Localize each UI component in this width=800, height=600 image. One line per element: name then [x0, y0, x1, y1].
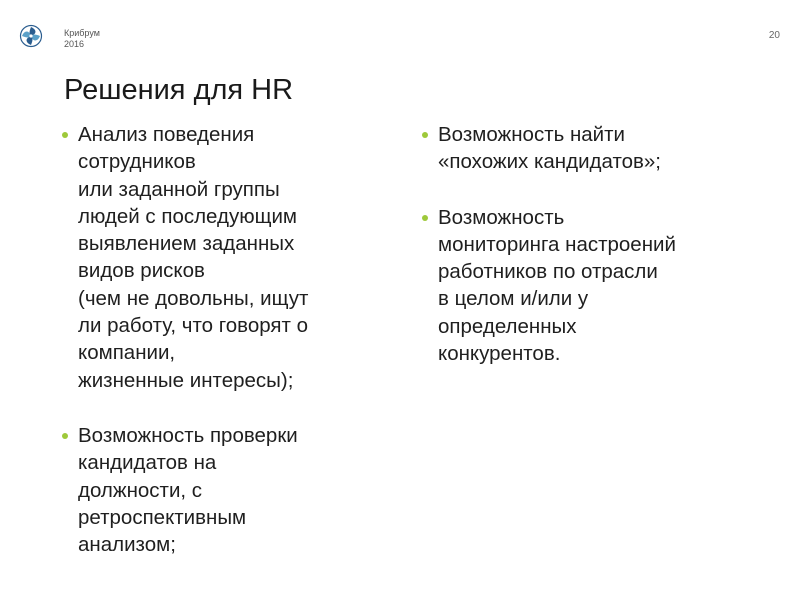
- bullet-line: мониторинга настроений: [438, 232, 676, 256]
- bullet-text: [78, 121, 392, 394]
- bullet-line: или заданной группы: [78, 177, 280, 201]
- bullet-line: должности, с: [78, 478, 203, 502]
- bullet-text: [438, 204, 772, 368]
- bullet-item-candidate-check: [62, 422, 392, 558]
- bullet-text: [78, 422, 392, 558]
- page-number: 20: [768, 30, 780, 41]
- bullet-dot-icon: [62, 433, 68, 439]
- bullet-line: выявлением заданных: [78, 232, 295, 256]
- right-bullet-list: [422, 121, 772, 367]
- kribrum-logo-icon: [19, 24, 43, 48]
- bullet-dot-icon: [422, 132, 428, 138]
- slide-title: Решения для HR: [64, 74, 294, 106]
- bullet-line: кандидатов на: [78, 451, 217, 475]
- bullet-line: работников по отрасли: [438, 260, 658, 284]
- left-bullet-list: [62, 121, 392, 558]
- bullet-dot-icon: [422, 215, 428, 221]
- bullet-line: сотрудников: [78, 150, 196, 174]
- bullet-line: Анализ поведения: [78, 123, 255, 146]
- bullet-item-behavior-analysis: [62, 121, 392, 394]
- bullet-dot-icon: [62, 132, 68, 138]
- bullet-line: конкурентов.: [438, 342, 561, 366]
- bullet-line: видов рисков: [78, 259, 205, 283]
- bullet-line: людей с последующим: [78, 204, 298, 228]
- brand-name: Крибрум: [64, 28, 100, 38]
- bullet-line: определенных: [438, 314, 577, 338]
- bullet-line: ли работу, что говорят о: [78, 314, 308, 338]
- bullet-line: жизненные интересы);: [78, 368, 294, 392]
- bullet-line: компании,: [78, 341, 176, 365]
- bullet-line: Возможность: [438, 205, 565, 229]
- bullet-item-sentiment-monitoring: [422, 204, 772, 368]
- bullet-line: «похожих кандидатов»;: [438, 150, 661, 174]
- bullet-item-similar-candidates: [422, 121, 772, 176]
- bullet-text: [438, 121, 772, 176]
- bullet-line: Возможность найти: [438, 123, 625, 146]
- bullet-line: ретроспективным: [78, 505, 247, 529]
- brand-block: [64, 28, 100, 50]
- bullet-line: (чем не довольны, ищут: [78, 286, 309, 310]
- bullet-line: анализом;: [78, 533, 176, 557]
- bullet-line: в целом и/или у: [438, 287, 589, 311]
- brand-year: 2016: [64, 39, 85, 49]
- bullet-line: Возможность проверки: [78, 423, 298, 447]
